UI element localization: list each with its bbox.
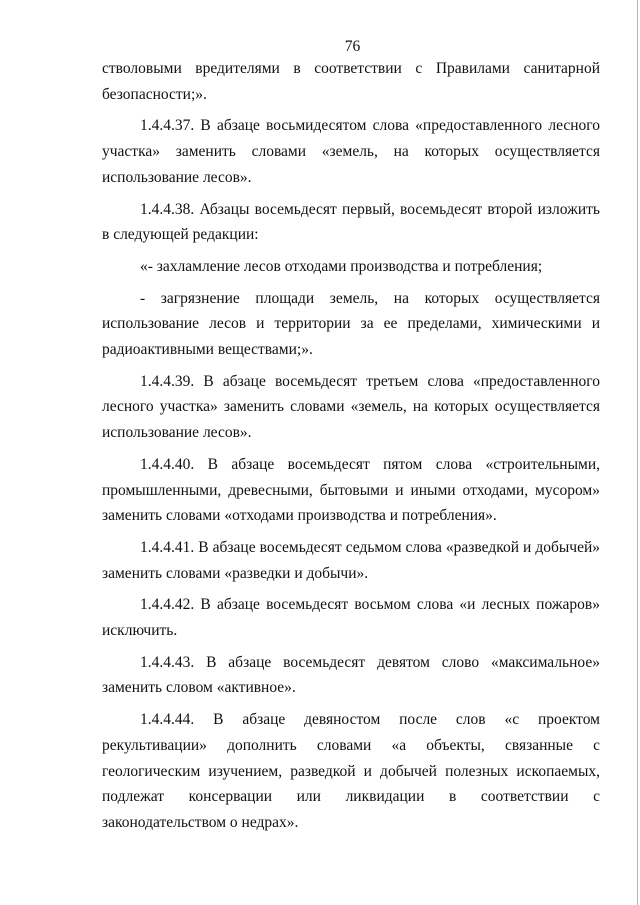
paragraph-continuation: стволовыми вредителями в соответствии с Правилами санитарной безопасности;». <box>102 60 600 103</box>
paragraph-1-4-4-44: 1.4.4.44. В абзаце девяностом после слов «с проектом рекультивации» дополнить словами «а объекты, связанные с геологическим изучением, разведкой и добычей полезных ископаемых, подлежат консервации или ликвидации в соответствии с законодательством о недрах». <box>102 711 600 831</box>
paragraph-1-4-4-41: 1.4.4.41. В абзаце восемьдесят седьмом слова «разведкой и добычей» заменить словами «разведки и добычи». <box>102 538 600 582</box>
paragraph-1-4-4-40: 1.4.4.40. В абзаце восемьдесят пятом слова «строительными, промышленными, древесными, бытовыми и иными отходами, мусором» заменить словами «отходами производства и потребления». <box>102 455 600 525</box>
quoted-item-pollution: - загрязнение площади земель, на которых осуществляется использование лесов и территории за ее пределами, химическими и радиоактивными веществами;». <box>102 289 600 359</box>
quoted-item-littering: «- захламление лесов отходами производства и потребления; <box>140 257 543 275</box>
paragraph-1-4-4-37: 1.4.4.37. В абзаце восьмидесятом слова «предоставленного лесного участка» заменить словами «земель, на которых осуществляется использование лесов». <box>102 117 600 186</box>
paragraph-1-4-4-42: 1.4.4.42. В абзаце восемьдесят восьмом слова «и лесных пожаров» исключить. <box>102 596 600 640</box>
page-number: 76 <box>344 38 361 55</box>
paragraph-1-4-4-38: 1.4.4.38. Абзацы восемьдесят первый, восемьдесят второй изложить в следующей редакции: <box>102 200 600 244</box>
page-edge-line <box>637 0 638 905</box>
paragraph-1-4-4-39: 1.4.4.39. В абзаце восемьдесят третьем слова «предоставленного лесного участка» заменить словами «земель, на которых осуществляется использование лесов». <box>102 372 600 442</box>
document-body <box>102 56 600 836</box>
paragraph-1-4-4-43: 1.4.4.43. В абзаце восемьдесят девятом слово «максимальное» заменить словом «активное». <box>102 653 600 697</box>
